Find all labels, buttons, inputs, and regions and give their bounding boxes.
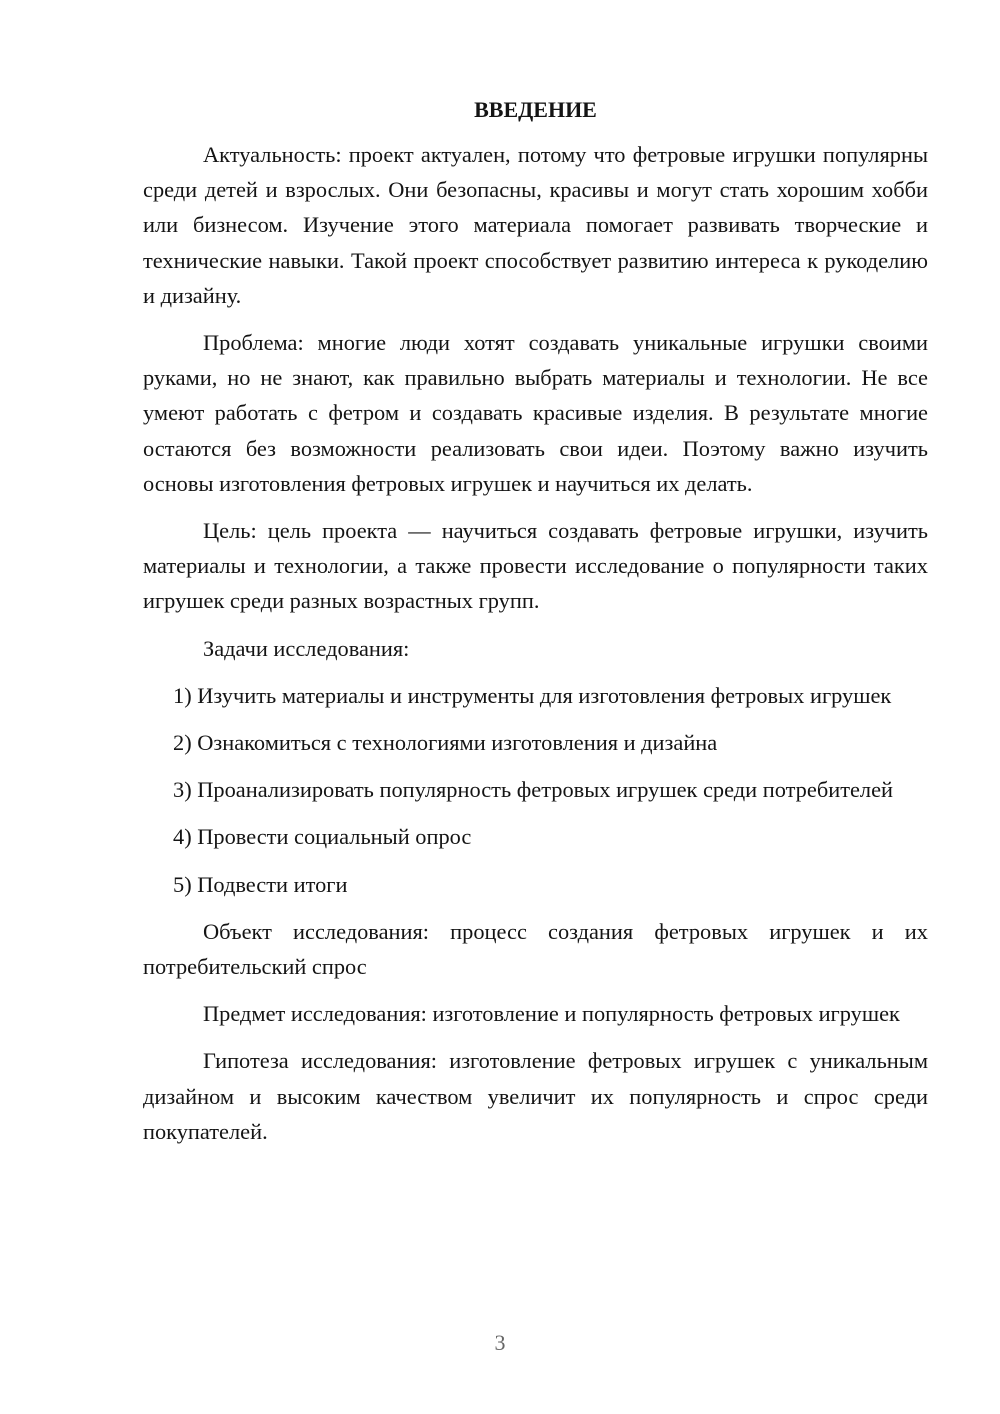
page-number: 3: [494, 1330, 506, 1355]
task-item-4: 4) Провести социальный опрос: [173, 824, 472, 850]
object-paragraph: Объект исследования: процесс создания фетровых игрушек и их потребительский спрос: [143, 918, 928, 980]
goal-paragraph: Цель: цель проекта — научиться создавать фетровые игрушки, изучить материалы и технологии, а также провести исследование о популярности таких игрушек среди разных возрастных групп.: [143, 518, 928, 614]
task-item-1: 1) Изучить материалы и инструменты для изготовления фетровых игрушек: [173, 682, 892, 708]
task-item-2: 2) Ознакомиться с технологиями изготовления и дизайна: [173, 730, 718, 756]
hypothesis-paragraph: Гипотеза исследования: изготовление фетровых игрушек с уникальным дизайном и высоким качеством увеличит их популярность и спрос среди покупателей.: [143, 1048, 928, 1144]
relevance-paragraph: Актуальность: проект актуален, потому что фетровые игрушки популярны среди детей и взрослых. Они безопасны, красивы и могут стать хорошим хобби или бизнесом. Изучение этого материала помогает развивать творческие и технические навыки. Такой проект способствует развитию интереса к рукоделию и дизайну.: [143, 142, 928, 308]
subject-paragraph: Предмет исследования: изготовление и популярность фетровых игрушек: [203, 1001, 900, 1027]
task-item-3: 3) Проанализировать популярность фетровых игрушек среди потребителей: [173, 777, 894, 803]
task-item-5: 5) Подвести итоги: [173, 871, 348, 897]
tasks-title: Задачи исследования:: [203, 635, 410, 661]
document-page: [143, 92, 928, 1149]
problem-paragraph: Проблема: многие люди хотят создавать уникальные игрушки своими руками, но не знают, как правильно выбрать материалы и технологии. Не все умеют работать с фетром и создавать красивые изделия. В результате многие остаются без возможности реализовать свои идеи. Поэтому важно изучить основы изготовления фетровых игрушек и научиться их делать.: [143, 330, 928, 496]
section-heading: ВВЕДЕНИЕ: [474, 97, 597, 122]
